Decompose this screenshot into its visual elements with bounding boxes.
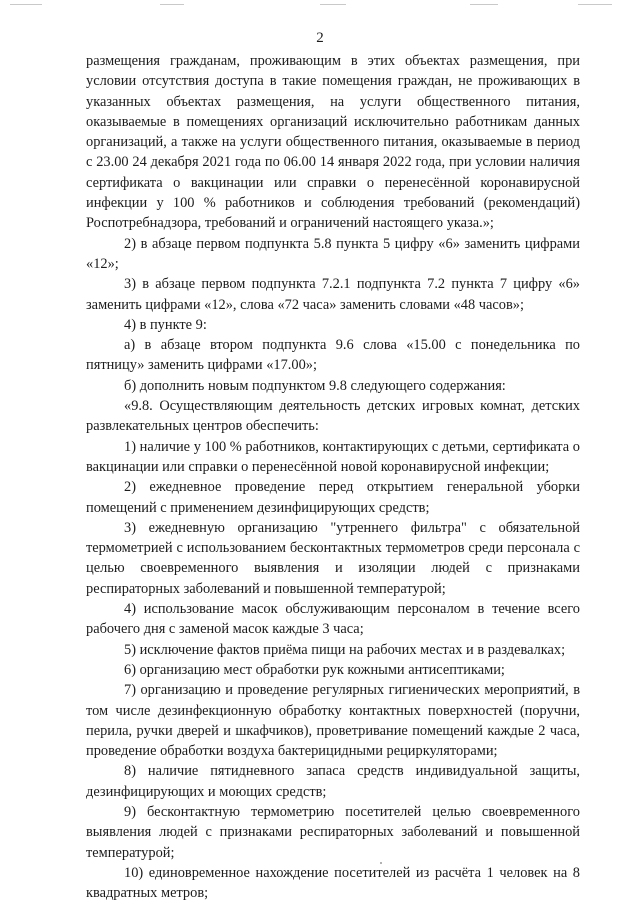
- paragraph-subitem-a: а) в абзаце втором подпункта 9.6 слова «15.00 с понедельника по пятницу» заменить цифрами «17.00»;: [86, 337, 580, 374]
- paragraph-item-3: 3) в абзаце первом подпункта 7.2.1 подпункта 7.2 пункта 7 цифру «6» заменить цифрами «12», слова «72 часа» заменить словами «48 часов»;: [86, 276, 580, 313]
- paragraph-9-8-intro: «9.8. Осуществляющим деятельность детских игровых комнат, детских развлекательных центров обеспечить:: [86, 398, 580, 435]
- scan-artifact: [160, 4, 184, 5]
- list-item-4: 4) использование масок обслуживающим персоналом в течение всего рабочего дня с заменой масок каждые 3 часа;: [86, 601, 580, 638]
- page-number: 2: [316, 30, 324, 46]
- paragraph-subitem-b: б) дополнить новым подпунктом 9.8 следующего содержания:: [124, 377, 506, 394]
- scan-speck: [380, 862, 382, 864]
- scan-artifact: [578, 4, 612, 5]
- document-body: [86, 51, 580, 903]
- list-item-2: 2) ежедневное проведение перед открытием генеральной уборки помещений с применением дезинфицирующих средств;: [86, 479, 580, 516]
- list-item-8: 8) наличие пятидневного запаса средств индивидуальной защиты, дезинфицирующих и моющих средств;: [86, 763, 580, 800]
- paragraph-item-4: 4) в пункте 9:: [124, 316, 207, 333]
- list-item-5: 5) исключение фактов приёма пищи на рабочих местах и в раздевалках;: [124, 641, 566, 658]
- list-item-6: 6) организацию мест обработки рук кожными антисептиками;: [124, 661, 505, 678]
- list-item-1: 1) наличие у 100 % работников, контактирующих с детьми, сертификата о вакцинации или справки о перенесённой новой коронавирусной инфекции;: [86, 438, 580, 475]
- paragraph-continuation: размещения гражданам, проживающим в этих объектах размещения, при условии отсутствия доступа в такие помещения граждан, не проживающих в указанных объектах размещения, на услуги общественного питания, оказываемые в помещениях организаций исключительно работникам данных организаций, а также на услуги общественного питания, оказываемые в период с 23.00 24 декабря 2021 года по 06.00 14 января 2022 года, при условии наличия сертификата о вакцинации или справки о перенесённой коронавирусной инфекции у 100 % работников и соблюдения требований (рекомендаций) Роспотребнадзора, требований и ограничений настоящего указа.»;: [86, 53, 580, 232]
- scan-artifact: [320, 4, 346, 5]
- list-item-3: 3) ежедневную организацию "утреннего фильтра" с обязательной термометрией с использованием бесконтактных термометров среди персонала с целью своевременного выявления и изоляции людей с признаками респираторных заболеваний и повышенной температурой;: [86, 519, 580, 597]
- paragraph-item-2: 2) в абзаце первом подпункта 5.8 пункта 5 цифру «6» заменить цифрами «12»;: [86, 235, 580, 272]
- list-item-10: 10) единовременное нахождение посетителей из расчёта 1 человек на 8 квадратных метров;: [86, 864, 580, 902]
- list-item-9: 9) бесконтактную термометрию посетителей целью своевременного выявления людей с признаками респираторных заболеваний и повышенной температурой;: [86, 803, 580, 861]
- scan-artifact: [470, 4, 498, 5]
- list-item-7: 7) организацию и проведение регулярных гигиенических мероприятий, в том числе дезинфекционную обработку контактных поверхностей (поручни, перила, ручки дверей и шкафчиков), проветривание помещений каждые 2 часа, проведение обработки воздуха бактерицидными рециркуляторами;: [86, 682, 580, 760]
- scan-artifact: [10, 4, 42, 5]
